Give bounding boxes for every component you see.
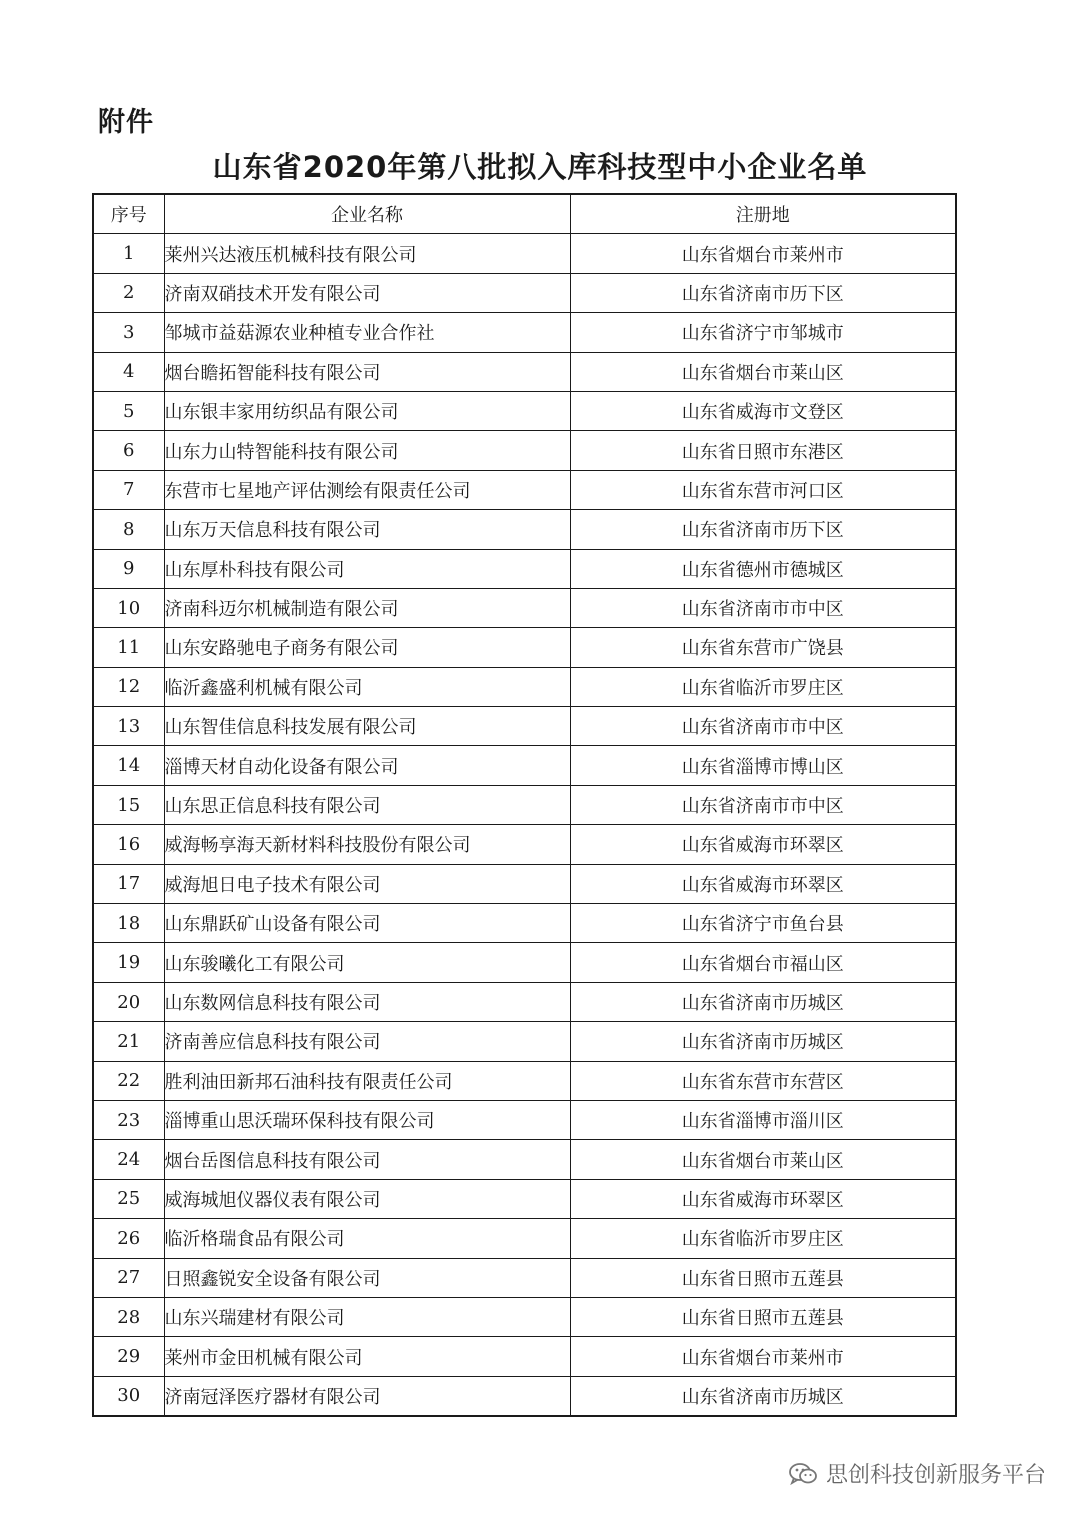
table-row: [93, 1179, 956, 1218]
table-row: [93, 785, 956, 824]
header-index: 序号: [93, 194, 164, 234]
table-row: [93, 1219, 956, 1258]
registered-location: 山东省淄博市淄川区: [570, 1100, 956, 1139]
registered-location: 山东省日照市五莲县: [570, 1258, 956, 1297]
company-name: 烟台岳图信息科技有限公司: [164, 1140, 570, 1179]
row-index: 25: [93, 1179, 164, 1218]
row-index: 21: [93, 1022, 164, 1061]
registered-location: 山东省济宁市鱼台县: [570, 904, 956, 943]
table-row: [93, 1140, 956, 1179]
row-index: 23: [93, 1100, 164, 1139]
row-index: 28: [93, 1297, 164, 1336]
registered-location: 山东省烟台市莱山区: [570, 352, 956, 391]
table-row: [93, 746, 956, 785]
table-row: [93, 234, 956, 273]
registered-location: 山东省济南市历下区: [570, 510, 956, 549]
registered-location: 山东省威海市文登区: [570, 391, 956, 430]
company-name: 山东安路驰电子商务有限公司: [164, 628, 570, 667]
registered-location: 山东省东营市广饶县: [570, 628, 956, 667]
company-name: 临沂格瑞食品有限公司: [164, 1219, 570, 1258]
registered-location: 山东省济宁市邹城市: [570, 313, 956, 352]
company-name: 山东厚朴科技有限公司: [164, 549, 570, 588]
company-name: 山东兴瑞建材有限公司: [164, 1297, 570, 1336]
table-row: [93, 352, 956, 391]
company-name: 威海城旭仪器仪表有限公司: [164, 1179, 570, 1218]
company-name: 威海畅享海天新材料科技股份有限公司: [164, 825, 570, 864]
registered-location: 山东省济南市历城区: [570, 1022, 956, 1061]
table-row: [93, 904, 956, 943]
header-company-name: 企业名称: [164, 194, 570, 234]
registered-location: 山东省威海市环翠区: [570, 1179, 956, 1218]
company-name: 山东万天信息科技有限公司: [164, 510, 570, 549]
company-name: 济南科迈尔机械制造有限公司: [164, 588, 570, 627]
company-name: 胜利油田新邦石油科技有限责任公司: [164, 1061, 570, 1100]
document-title: 山东省2020年第八批拟入库科技型中小企业名单: [212, 150, 868, 184]
company-name: 威海旭日电子技术有限公司: [164, 864, 570, 903]
registered-location: 山东省东营市东营区: [570, 1061, 956, 1100]
table-row: [93, 707, 956, 746]
registered-location: 山东省烟台市莱州市: [570, 1337, 956, 1376]
table-row: [93, 982, 956, 1021]
row-index: 4: [93, 352, 164, 391]
row-index: 7: [93, 470, 164, 509]
table-row: [93, 510, 956, 549]
company-name: 山东力山特智能科技有限公司: [164, 431, 570, 470]
registered-location: 山东省济南市市中区: [570, 785, 956, 824]
table-row: [93, 1061, 956, 1100]
registered-location: 山东省日照市五莲县: [570, 1297, 956, 1336]
registered-location: 山东省东营市河口区: [570, 470, 956, 509]
row-index: 6: [93, 431, 164, 470]
row-index: 10: [93, 588, 164, 627]
registered-location: 山东省威海市环翠区: [570, 864, 956, 903]
registered-location: 山东省济南市市中区: [570, 588, 956, 627]
row-index: 20: [93, 982, 164, 1021]
header-registered-location: 注册地: [570, 194, 956, 234]
table-row: [93, 1376, 956, 1416]
registered-location: 山东省济南市市中区: [570, 707, 956, 746]
company-name: 莱州市金田机械有限公司: [164, 1337, 570, 1376]
watermark-text: 思创科技创新服务平台: [825, 1463, 1046, 1488]
company-name: 山东智佳信息科技发展有限公司: [164, 707, 570, 746]
company-name: 山东数网信息科技有限公司: [164, 982, 570, 1021]
row-index: 11: [93, 628, 164, 667]
table-row: [93, 1337, 956, 1376]
company-name: 山东银丰家用纺织品有限公司: [164, 391, 570, 430]
table-row: [93, 825, 956, 864]
table-row: [93, 470, 956, 509]
table-row: [93, 1258, 956, 1297]
registered-location: 山东省德州市德城区: [570, 549, 956, 588]
row-index: 26: [93, 1219, 164, 1258]
row-index: 27: [93, 1258, 164, 1297]
company-name: 日照鑫锐安全设备有限公司: [164, 1258, 570, 1297]
table-row: [93, 431, 956, 470]
table-row: [93, 588, 956, 627]
company-name: 济南冠泽医疗器材有限公司: [164, 1376, 570, 1416]
row-index: 29: [93, 1337, 164, 1376]
company-name: 济南善应信息科技有限公司: [164, 1022, 570, 1061]
row-index: 30: [93, 1376, 164, 1416]
registered-location: 山东省日照市东港区: [570, 431, 956, 470]
table-row: [93, 313, 956, 352]
row-index: 19: [93, 943, 164, 982]
company-name: 烟台瞻拓智能科技有限公司: [164, 352, 570, 391]
registered-location: 山东省淄博市博山区: [570, 746, 956, 785]
registered-location: 山东省烟台市福山区: [570, 943, 956, 982]
row-index: 8: [93, 510, 164, 549]
row-index: 22: [93, 1061, 164, 1100]
row-index: 24: [93, 1140, 164, 1179]
row-index: 17: [93, 864, 164, 903]
table-row: [93, 943, 956, 982]
company-name: 莱州兴达液压机械科技有限公司: [164, 234, 570, 273]
table-header-row: [93, 194, 956, 234]
table-row: [93, 667, 956, 706]
table-row: [93, 549, 956, 588]
company-name: 山东思正信息科技有限公司: [164, 785, 570, 824]
row-index: 2: [93, 273, 164, 312]
company-name: 山东鼎跃矿山设备有限公司: [164, 904, 570, 943]
registered-location: 山东省烟台市莱州市: [570, 234, 956, 273]
row-index: 1: [93, 234, 164, 273]
row-index: 12: [93, 667, 164, 706]
company-name: 淄博天材自动化设备有限公司: [164, 746, 570, 785]
row-index: 18: [93, 904, 164, 943]
wechat-icon: [788, 1461, 818, 1487]
row-index: 5: [93, 391, 164, 430]
registered-location: 山东省济南市历城区: [570, 1376, 956, 1416]
row-index: 14: [93, 746, 164, 785]
registered-location: 山东省威海市环翠区: [570, 825, 956, 864]
table-row: [93, 273, 956, 312]
company-name: 济南双硝技术开发有限公司: [164, 273, 570, 312]
company-name: 淄博重山思沃瑞环保科技有限公司: [164, 1100, 570, 1139]
table-row: [93, 391, 956, 430]
registered-location: 山东省济南市历下区: [570, 273, 956, 312]
registered-location: 山东省烟台市莱山区: [570, 1140, 956, 1179]
registered-location: 山东省临沂市罗庄区: [570, 1219, 956, 1258]
company-name: 东营市七星地产评估测绘有限责任公司: [164, 470, 570, 509]
table-row: [93, 628, 956, 667]
row-index: 9: [93, 549, 164, 588]
company-name: 山东骏曦化工有限公司: [164, 943, 570, 982]
company-name: 邹城市益菇源农业种植专业合作社: [164, 313, 570, 352]
registered-location: 山东省临沂市罗庄区: [570, 667, 956, 706]
table-row: [93, 1022, 956, 1061]
company-name: 临沂鑫盛利机械有限公司: [164, 667, 570, 706]
row-index: 15: [93, 785, 164, 824]
watermark: [788, 1458, 1046, 1489]
company-list-table: [92, 193, 957, 1417]
registered-location: 山东省济南市历城区: [570, 982, 956, 1021]
row-index: 3: [93, 313, 164, 352]
row-index: 16: [93, 825, 164, 864]
table-row: [93, 864, 956, 903]
table-row: [93, 1297, 956, 1336]
table-row: [93, 1100, 956, 1139]
row-index: 13: [93, 707, 164, 746]
attachment-label: 附件: [98, 107, 154, 138]
